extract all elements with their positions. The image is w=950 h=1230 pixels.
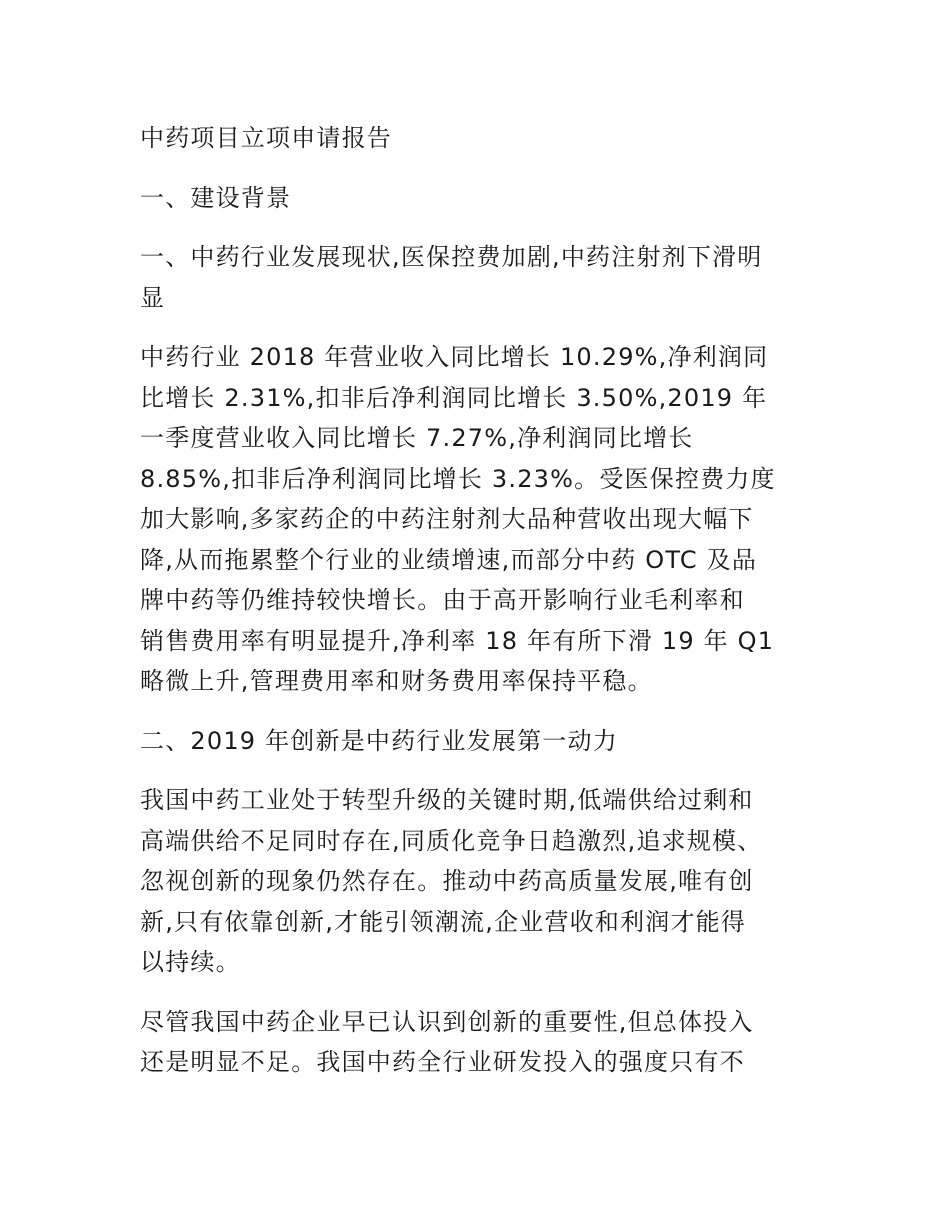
text-line: 尽管我国中药企业早已认识到创新的重要性,但总体投入: [140, 1007, 754, 1036]
text-line: 还是明显不足。我国中药全行业研发投入的强度只有不: [140, 1048, 745, 1076]
text-line: 中药行业 2018 年营业收入同比增长 10.29%,净利润同: [140, 343, 769, 371]
paragraph-gap: [140, 218, 815, 237]
text-line: 牌中药等仍维持较快增长。由于高开影响行业毛利率和: [140, 586, 745, 614]
text-line: 二、2019 年创新是中药行业发展第一动力: [140, 726, 618, 755]
text-line: 销售费用率有明显提升,净利率 18 年有所下滑 19 年 Q1: [140, 626, 775, 655]
text-line: 我国中药工业处于转型升级的关键时期,低端供给过剩和: [140, 786, 754, 814]
text-line: 8.85%,扣非后净利润同比增长 3.23%。受医保控费力度: [140, 464, 776, 493]
title-line: 中药项目立项申请报告: [140, 124, 392, 152]
paragraph-gap: [140, 983, 815, 1002]
text-line: 新,只有依靠创新,才能引领潮流,企业营收和利润才能得: [140, 907, 747, 936]
section-heading-line: 一、建设背景: [140, 183, 292, 212]
text-line: 一季度营业收入同比增长 7.27%,净利润同比增长: [140, 424, 694, 452]
text-line: 显: [140, 283, 166, 312]
text-line: 一、中药行业发展现状,医保控费加剧,中药注射剂下滑明: [140, 243, 763, 271]
section-heading: [140, 178, 815, 219]
subheading-2: [140, 721, 815, 762]
text-line: 高端供给不足同时存在,同质化竞争日趋激烈,追求规模、: [140, 826, 763, 855]
text-line: 加大影响,多家药企的中药注射剂大品种营收出现大幅下: [140, 505, 754, 533]
paragraph-gap: [140, 318, 815, 337]
text-line: 降,从而拖累整个行业的业绩增速,而部分中药 OTC 及品: [140, 545, 758, 574]
paragraph-gap: [140, 702, 815, 721]
text-line: 比增长 2.31%,扣非后净利润同比增长 3.50%,2019 年: [140, 383, 768, 412]
subheading-1: [140, 237, 815, 318]
document-body: [140, 118, 815, 1083]
paragraph-1: [140, 337, 815, 702]
text-line: 忽视创新的现象仍然存在。推动中药高质量发展,唯有创: [140, 867, 754, 895]
paragraph-gap: [140, 761, 815, 780]
paragraph-gap: [140, 159, 815, 178]
paragraph-3: [140, 1002, 815, 1083]
paragraph-2: [140, 780, 815, 983]
document-title: [140, 118, 815, 159]
text-line: 以持续。: [140, 948, 241, 976]
text-line: 略微上升,管理费用率和财务费用率保持平稳。: [140, 667, 653, 695]
